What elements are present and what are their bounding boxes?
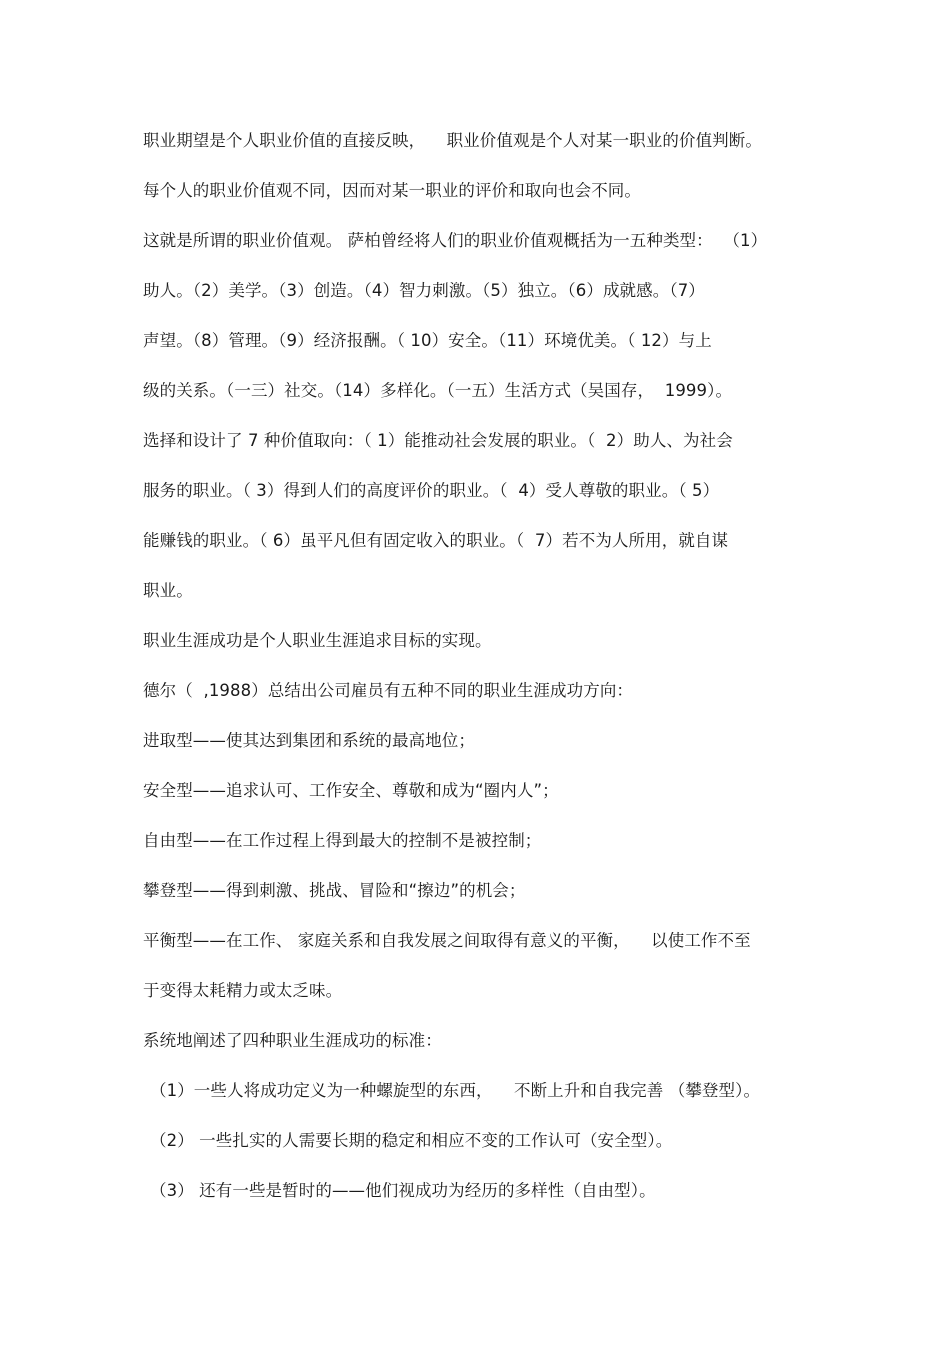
text-line: 能赚钱的职业。（ 6）虽平凡但有固定收入的职业。（ 7）若不为人所用，就自谋 <box>143 531 729 550</box>
text-line: 于变得太耗精力或太乏味。 <box>143 981 343 1000</box>
text-line: 职业期望是个人职业价值的直接反映， 职业价值观是个人对某一职业的价值判断。 <box>143 131 762 150</box>
text-line: 自由型——在工作过程上得到最大的控制不是被控制； <box>143 831 542 850</box>
text-line: 系统地阐述了四种职业生涯成功的标准： <box>143 1031 442 1050</box>
text-line: 这就是所谓的职业价值观。 萨柏曾经将人们的职业价值观概括为一五种类型： （1） <box>143 231 768 250</box>
text-line: 进取型——使其达到集团和系统的最高地位； <box>143 731 475 750</box>
text-line: 每个人的职业价值观不同，因而对某一职业的评价和取向也会不同。 <box>143 181 641 200</box>
text-line: （3） 还有一些是暂时的——他们视成功为经历的多样性（自由型）。 <box>150 1181 656 1200</box>
text-line: 助人。（2）美学。（3）创造。（4）智力刺激。（5）独立。（6）成就感。（7） <box>143 281 705 300</box>
text-line: 职业生涯成功是个人职业生涯追求目标的实现。 <box>143 631 492 650</box>
text-line: 攀登型——得到刺激、挑战、冒险和“擦边”的机会； <box>143 881 526 900</box>
text-line: 服务的职业。（ 3）得到人们的高度评价的职业。（ 4）受人尊敬的职业。（ 5） <box>143 481 720 500</box>
text-line: 级的关系。（一三）社交。（14）多样化。（一五）生活方式（吴国存， 1999）。 <box>143 381 733 400</box>
text-line: 安全型——追求认可、工作安全、尊敬和成为“圈内人”； <box>143 781 559 800</box>
text-line: 职业。 <box>143 581 193 600</box>
text-line: （1）一些人将成功定义为一种螺旋型的东西， 不断上升和自我完善 （攀登型）。 <box>150 1081 761 1100</box>
text-line: 选择和设计了 7 种价值取向：（ 1）能推动社会发展的职业。（ 2）助人、为社会 <box>143 431 733 450</box>
text-line: （2） 一些扎实的人需要长期的稳定和相应不变的工作认可（安全型）。 <box>150 1131 673 1150</box>
text-line: 德尔（ ,1988）总结出公司雇员有五种不同的职业生涯成功方向： <box>143 681 634 700</box>
text-line: 平衡型——在工作、 家庭关系和自我发展之间取得有意义的平衡， 以使工作不至 <box>143 931 751 950</box>
text-line: 声望。（8）管理。（9）经济报酬。（ 10）安全。（11）环境优美。（ 12）与上 <box>143 331 712 350</box>
